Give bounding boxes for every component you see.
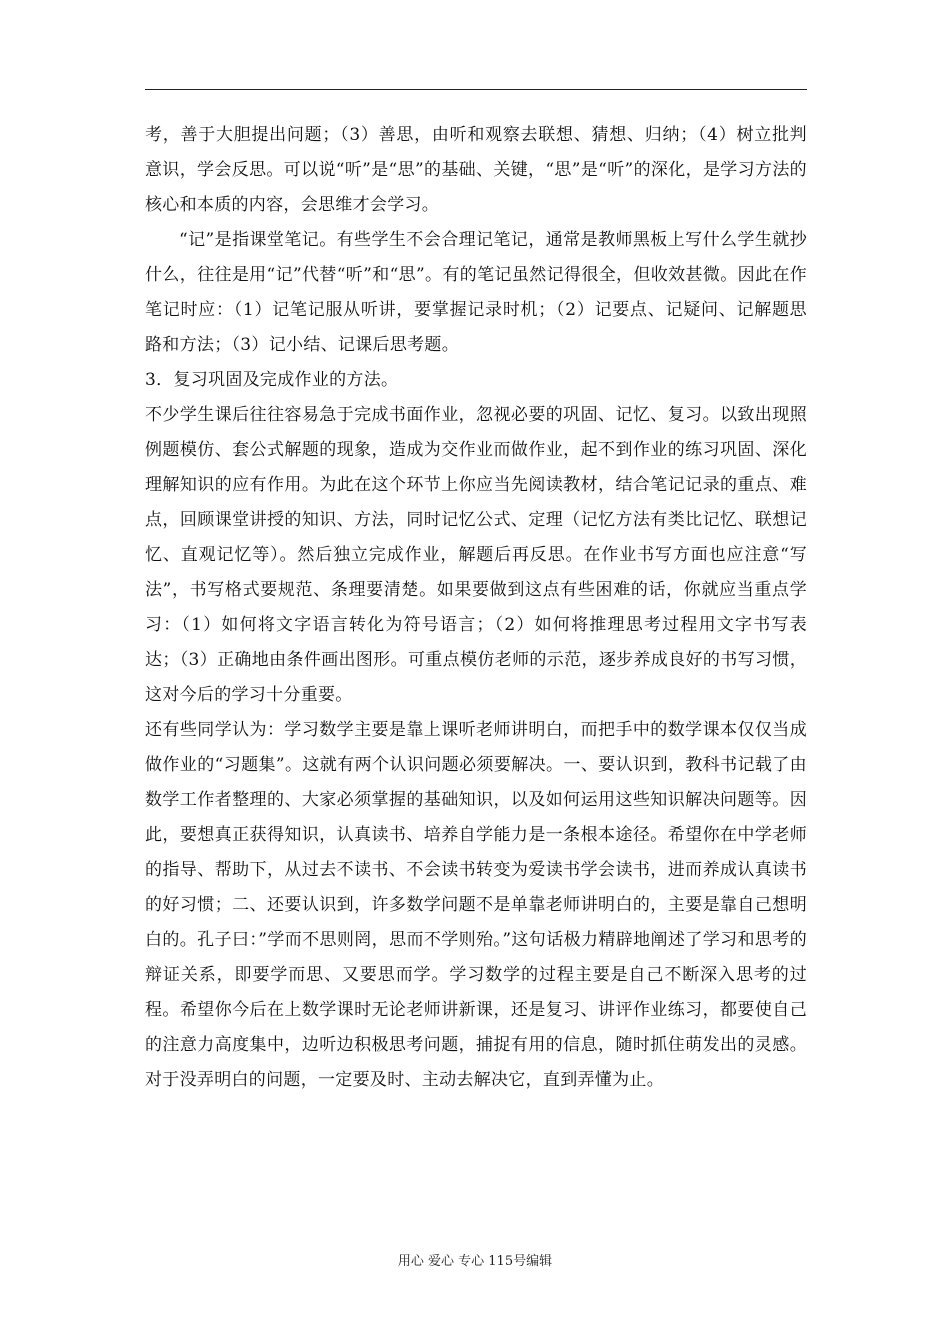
- paragraph-3: 不少学生课后往往容易急于完成书面作业，忽视必要的巩固、记忆、复习。以致出现照例题模仿、套公式解题的现象，造成为交作业而做作业，起不到作业的练习巩固、深化理解知识的应有作用。为此在这个环节上你应当先阅读教材，结合笔记记录的重点、难点，回顾课堂讲授的知识、方法，同时记忆公式、定理（记忆方法有类比记忆、联想记忆、直观记忆等）。然后独立完成作业，解题后再反思。在作业书写方面也应注意“写法”，书写格式要规范、条理要清楚。如果要做到这点有些困难的话，你就应当重点学习：（1）如何将文字语言转化为符号语言；（2）如何将推理思考过程用文字书写表达；（3）正确地由条件画出图形。可重点模仿老师的示范，逐步养成良好的书写习惯，这对今后的学习十分重要。: [145, 405, 807, 705]
- header-rule: [145, 89, 807, 90]
- paragraph-2: “记”是指课堂笔记。有些学生不会合理记笔记，通常是教师黑板上写什么学生就抄什么，往往是用“记”代替“听”和“思”。有的笔记虽然记得很全，但收效甚微。因此在作笔记时应：（1）记笔记服从听讲，要掌握记录时机；（2）记要点、记疑问、记解题思路和方法；（3）记小结、记课后思考题。: [145, 230, 807, 355]
- document-body: [145, 118, 807, 1098]
- page-footer: 用心 爱心 专心 115号编辑: [397, 1254, 553, 1269]
- paragraph-1: 考，善于大胆提出问题；（3）善思，由听和观察去联想、猜想、归纳；（4）树立批判意识，学会反思。可以说“听”是“思”的基础、关键，“思”是“听”的深化，是学习方法的核心和本质的内容，会思维才会学习。: [145, 125, 807, 215]
- section-heading: 3．复习巩固及完成作业的方法。: [145, 370, 399, 390]
- paragraph-4: 还有些同学认为：学习数学主要是靠上课听老师讲明白，而把手中的数学课本仅仅当成做作业的“习题集”。这就有两个认识问题必须要解决。一、要认识到，教科书记载了由数学工作者整理的、大家必须掌握的基础知识，以及如何运用这些知识解决问题等。因此，要想真正获得知识，认真读书、培养自学能力是一条根本途径。希望你在中学老师的指导、帮助下，从过去不读书、不会读书转变为爱读书学会读书，进而养成认真读书的好习惯；二、还要认识到，许多数学问题不是单靠老师讲明白的，主要是靠自己想明白的。孔子曰：”学而不思则罔，思而不学则殆。”这句话极力精辟地阐述了学习和思考的辩证关系，即要学而思、又要思而学。学习数学的过程主要是自己不断深入思考的过程。希望你今后在上数学课时无论老师讲新课，还是复习、讲评作业练习，都要使自己的注意力高度集中，边听边积极思考问题，捕捉有用的信息，随时抓住萌发出的灵感。对于没弄明白的问题，一定要及时、主动去解决它，直到弄懂为止。: [145, 720, 807, 1090]
